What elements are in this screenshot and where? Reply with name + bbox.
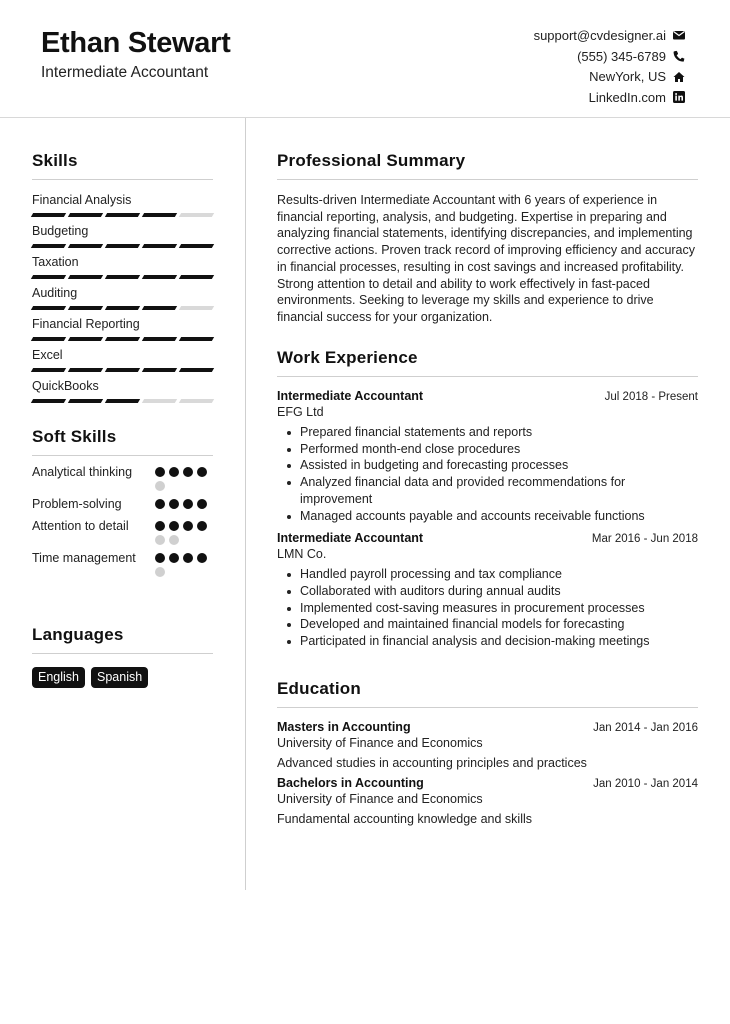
skill-level-segment [142, 399, 177, 403]
skills-divider [32, 179, 213, 180]
work-divider [277, 376, 698, 377]
education-header [277, 776, 698, 790]
job-date: Jul 2018 - Present [604, 391, 698, 403]
skill-level-bar [32, 275, 213, 279]
contact-phone[interactable] [534, 46, 685, 67]
skill-level-segment [142, 244, 177, 248]
soft-skills-section [32, 427, 213, 582]
skill-level-segment [105, 368, 140, 372]
job-bullet: Collaborated with auditors during annual audits [300, 583, 698, 600]
skill-level-bar [32, 244, 213, 248]
job-bullet: Performed month-end close procedures [300, 441, 698, 458]
language-tag: Spanish [91, 667, 148, 688]
rating-dot [183, 499, 193, 509]
rating-dot [197, 521, 207, 531]
skill-name: QuickBooks [32, 379, 99, 393]
language-tags [32, 667, 213, 688]
job-header [277, 531, 698, 545]
soft-skill-name: Analytical thinking [32, 465, 133, 479]
skill-name: Budgeting [32, 224, 89, 238]
skill-level-segment [31, 399, 66, 403]
soft-skills-divider [32, 455, 213, 456]
skill-level-segment [68, 399, 103, 403]
job-header [277, 389, 698, 403]
job-list [277, 389, 698, 650]
job-bullet: Handled payroll processing and tax compliance [300, 566, 698, 583]
contact-email[interactable] [534, 25, 685, 46]
contact-email-text: support@cvdesigner.ai [533, 27, 666, 43]
soft-skills-heading: Soft Skills [32, 427, 117, 446]
education-entry [277, 720, 698, 770]
rating-dot [155, 481, 165, 491]
candidate-name: Ethan Stewart [41, 27, 231, 59]
summary-text: Results-driven Intermediate Accountant with 6 years of experience in financial reporting, analysis, and budgeting. Expertise in preparing and analyzing financial statements, identifying discrepancies, and implementing corrective actions. Proven track record of improving efficiency and accuracy in financial processes, resulting in cost savings and increased profitability. Strong attention to detail and ability to work effectively in fast-paced environments. Seeking to leverage my skills and experience to drive financial success for your organization. [277, 193, 696, 324]
job-bullets [277, 424, 698, 524]
education-heading: Education [277, 679, 361, 698]
rating-dot [155, 567, 165, 577]
education-section [277, 679, 698, 826]
skill-name: Excel [32, 348, 63, 362]
linkedin-icon [672, 91, 685, 104]
job-bullet: Participated in financial analysis and decision-making meetings [300, 633, 698, 650]
skill-name: Taxation [32, 255, 79, 269]
skill-level-segment [105, 337, 140, 341]
school-name: University of Finance and Economics [277, 792, 483, 806]
job-company: LMN Co. [277, 547, 327, 562]
skill-level-segment [31, 306, 66, 310]
skill-level-segment [68, 275, 103, 279]
languages-heading: Languages [32, 625, 124, 644]
skill-level-segment [179, 368, 214, 372]
soft-skill-name: Attention to detail [32, 518, 129, 533]
soft-skill-item [32, 464, 213, 491]
skill-level-segment [31, 213, 66, 217]
soft-skill-rating [155, 550, 213, 577]
summary-divider [277, 179, 698, 180]
skills-section [32, 151, 213, 403]
rating-dot [169, 535, 179, 545]
skill-item [32, 316, 213, 341]
rating-dot [155, 553, 165, 563]
skill-level-segment [179, 275, 214, 279]
rating-dot [155, 467, 165, 477]
skill-level-segment [68, 213, 103, 217]
job-title: Intermediate Accountant [277, 389, 424, 403]
soft-skills-list [32, 464, 213, 577]
job-bullet: Implemented cost-saving measures in procurement processes [300, 600, 698, 617]
job-entry [277, 389, 698, 524]
work-experience-section [277, 348, 698, 650]
skill-level-bar [32, 213, 213, 217]
skill-level-segment [142, 275, 177, 279]
education-divider [277, 707, 698, 708]
education-date: Jan 2010 - Jan 2014 [593, 778, 698, 790]
education-list [277, 720, 698, 826]
skill-level-segment [179, 399, 214, 403]
skill-name: Auditing [32, 286, 78, 300]
job-bullet: Analyzed financial data and provided recommendations for improvement [300, 474, 698, 507]
education-header [277, 720, 698, 734]
skill-level-segment [179, 244, 214, 248]
skill-level-segment [179, 306, 214, 310]
skill-level-segment [105, 306, 140, 310]
skill-level-bar [32, 337, 213, 341]
skill-level-segment [105, 244, 140, 248]
job-entry [277, 531, 698, 650]
job-bullets [277, 566, 698, 650]
language-tag: English [32, 667, 85, 688]
soft-skill-rating [155, 496, 213, 513]
education-description: Fundamental accounting knowledge and skills [277, 812, 533, 826]
rating-dot [169, 553, 179, 563]
skill-level-segment [142, 213, 177, 217]
rating-dot [155, 521, 165, 531]
skill-item [32, 347, 213, 372]
rating-dot [183, 553, 193, 563]
resume-header [0, 0, 730, 118]
rating-dot [197, 467, 207, 477]
rating-dot [169, 467, 179, 477]
skill-level-segment [31, 368, 66, 372]
education-description: Advanced studies in accounting principles and practices [277, 756, 587, 770]
skill-item [32, 223, 213, 248]
skills-heading: Skills [32, 151, 78, 170]
skill-level-segment [142, 368, 177, 372]
contact-linkedin[interactable] [534, 87, 685, 108]
skills-list [32, 192, 213, 403]
rating-dot [197, 553, 207, 563]
degree-title: Masters in Accounting [277, 720, 411, 734]
skill-level-segment [105, 275, 140, 279]
contact-location-text: NewYork, US [589, 69, 666, 85]
soft-skill-name: Problem-solving [32, 497, 122, 511]
skill-name: Financial Reporting [32, 317, 140, 331]
skill-level-segment [142, 337, 177, 341]
rating-dot [197, 499, 207, 509]
rating-dot [183, 521, 193, 531]
skill-level-segment [179, 337, 214, 341]
rating-dot [155, 535, 165, 545]
home-icon [672, 70, 685, 83]
skill-level-segment [105, 213, 140, 217]
soft-skill-name: Time management [32, 550, 136, 565]
soft-skill-rating [155, 518, 213, 545]
job-bullet: Developed and maintained financial models for forecasting [300, 616, 698, 633]
rating-dot [169, 499, 179, 509]
skill-item [32, 192, 213, 217]
skill-item [32, 285, 213, 310]
skill-level-segment [142, 306, 177, 310]
phone-icon [672, 50, 685, 63]
skill-level-segment [31, 275, 66, 279]
skill-level-segment [68, 306, 103, 310]
skill-name: Financial Analysis [32, 193, 132, 207]
contact-list [534, 25, 685, 108]
skill-item [32, 378, 213, 403]
skill-level-segment [179, 213, 214, 217]
skill-level-segment [31, 337, 66, 341]
skill-level-segment [68, 368, 103, 372]
job-title: Intermediate Accountant [277, 531, 424, 546]
soft-skill-item [32, 496, 213, 513]
skill-level-bar [32, 399, 213, 403]
school-name: University of Finance and Economics [277, 736, 483, 750]
envelope-icon [672, 29, 685, 42]
job-bullet: Managed accounts payable and accounts receivable functions [300, 508, 698, 525]
soft-skill-item [32, 550, 213, 577]
education-entry [277, 776, 698, 826]
soft-skill-item [32, 518, 213, 545]
job-date: Mar 2016 - Jun 2018 [591, 533, 698, 546]
rating-dot [155, 499, 165, 509]
column-divider [245, 118, 246, 890]
languages-section [32, 625, 213, 688]
skill-level-segment [68, 337, 103, 341]
skill-level-segment [68, 244, 103, 248]
education-date: Jan 2014 - Jan 2016 [593, 722, 698, 734]
skill-level-bar [32, 306, 213, 310]
candidate-title: Intermediate Accountant [41, 64, 209, 81]
summary-section [277, 151, 698, 326]
contact-phone-text: (555) 345-6789 [577, 48, 666, 64]
skill-level-segment [31, 244, 66, 248]
contact-location [534, 66, 685, 87]
soft-skill-rating [155, 464, 213, 491]
languages-divider [32, 653, 213, 654]
rating-dot [183, 467, 193, 477]
job-bullet: Assisted in budgeting and forecasting processes [300, 457, 698, 474]
job-company: EFG Ltd [277, 405, 324, 419]
degree-title: Bachelors in Accounting [277, 776, 424, 790]
job-bullet: Prepared financial statements and reports [300, 424, 698, 441]
summary-heading: Professional Summary [277, 151, 466, 170]
contact-linkedin-text: LinkedIn.com [588, 89, 666, 105]
skill-item [32, 254, 213, 279]
skill-level-bar [32, 368, 213, 372]
rating-dot [169, 521, 179, 531]
skill-level-segment [105, 399, 140, 403]
work-heading: Work Experience [277, 348, 418, 367]
